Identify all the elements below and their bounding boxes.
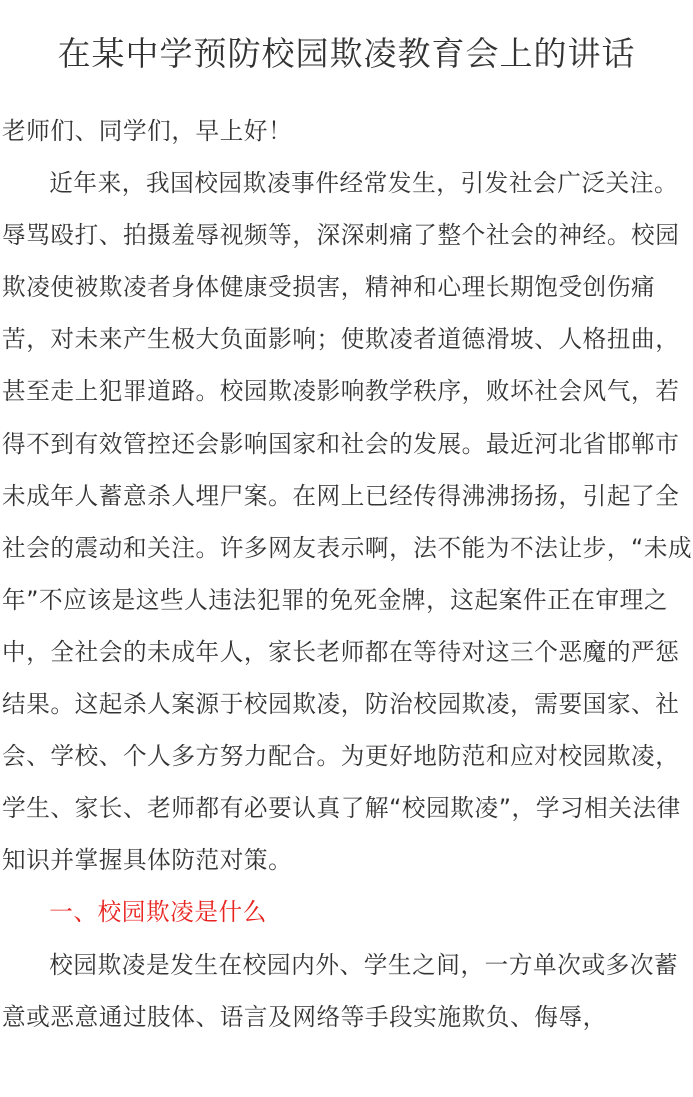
document-body xyxy=(2,105,693,1043)
greeting-line: 老师们、同学们，早上好！ xyxy=(2,117,293,145)
paragraph-intro: 近年来，我国校园欺凌事件经常发生，引发社会广泛关注。辱骂殴打、拍摄羞辱视频等，深深刺痛了整个社会的神经。校园欺凌使被欺凌者身体健康受损害，精神和心理长期饱受创伤痛苦，对未来产生极大负面影响；使欺凌者道德滑坡、人格扭曲，甚至走上犯罪道路。校园欺凌影响教学秩序，败坏社会风气，若得不到有效管控还会影响国家和社会的发展。最近河北省邯郸市未成年人蓄意杀人埋尸案。在网上已经传得沸沸扬扬，引起了全社会的震动和关注。许多网友表示啊，法不能为不法让步，“未成年”不应该是这些人违法犯罪的免死金牌，这起案件正在审理之中，全社会的未成年人，家长老师都在等待对这三个恶魔的严惩结果。这起杀人案源于校园欺凌，防治校园欺凌，需要国家、社会、学校、个人多方努力配合。为更好地防范和应对校园欺凌，学生、家长、老师都有必要认真了解“校园欺凌”，学习相关法律知识并掌握具体防范对策。 xyxy=(2,169,693,875)
document-title: 在某中学预防校园欺凌教育会上的讲话 xyxy=(57,34,636,73)
section-heading: 一、校园欺凌是什么 xyxy=(49,898,267,927)
paragraph-definition: 校园欺凌是发生在校园内外、学生之间，一方单次或多次蓄意或恶意通过肢体、语言及网络等手段实施欺负、侮辱， xyxy=(2,950,679,1031)
